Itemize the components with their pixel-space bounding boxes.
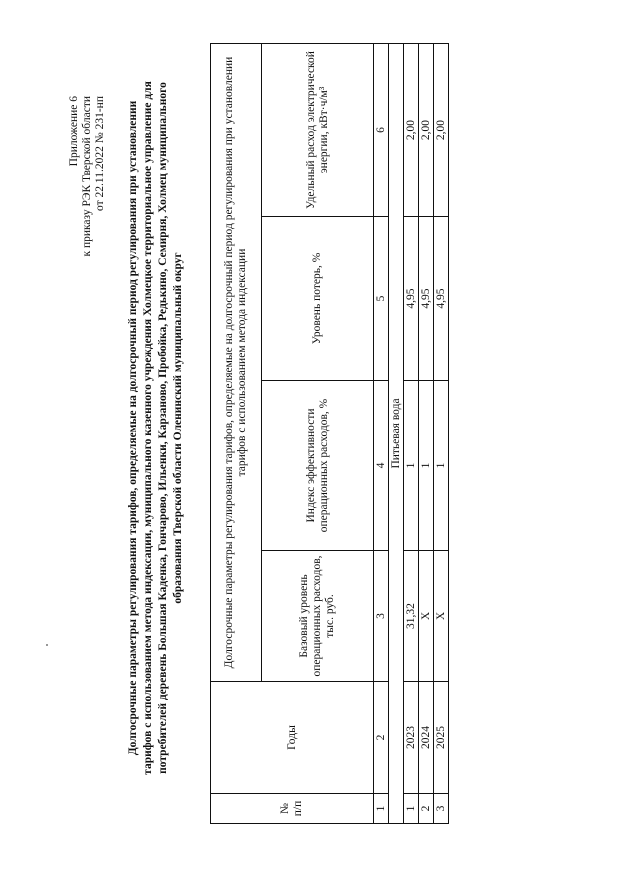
section-title: Питьевая вода [389, 43, 404, 823]
cell-efficiency: 1 [404, 381, 419, 551]
column-number: 4 [374, 381, 389, 551]
cell-efficiency: 1 [434, 381, 449, 551]
table-row [404, 43, 419, 823]
table-row [419, 43, 434, 823]
cell-num: 2 [419, 794, 434, 824]
cell-energy: 2,00 [404, 43, 419, 216]
cell-num: 1 [404, 794, 419, 824]
title-line-3: потребителей деревень Большая Каденка, Гончарово, Ильенки, Карзаново, Пробойка, Редькино, Семирня, Холмец муниципального [157, 82, 169, 774]
cell-losses: 4,95 [419, 217, 434, 381]
title-line-4: образования Тверской области Оленинский муниципальный округ [172, 252, 184, 604]
cell-year: 2024 [419, 682, 434, 794]
parameters-table [210, 43, 449, 824]
cell-base-level: Х [419, 551, 434, 682]
column-number: 6 [374, 43, 389, 216]
header-losses: Уровень потерь, % [262, 217, 374, 381]
scan-speck [46, 644, 48, 646]
header-years: Годы [211, 682, 374, 794]
title-line-2: тарифов с использованием метода индексации, муниципального казенного учреждения Холмецкое территориальное управление для [142, 81, 154, 775]
header-num: № п/п [211, 794, 374, 824]
title-line-1: Долгосрочные параметры регулирования тарифов, определяемые на долгосрочный период регулирования при установлении [127, 100, 139, 756]
cell-losses: 4,95 [434, 217, 449, 381]
section-row [389, 43, 404, 823]
column-number-row [374, 43, 389, 823]
header-energy: Удельный расход электрической энергии, кВт·ч/м³ [262, 43, 374, 216]
table-row [434, 43, 449, 823]
column-number: 2 [374, 682, 389, 794]
column-number: 5 [374, 217, 389, 381]
document-title [126, 48, 186, 808]
cell-efficiency: 1 [419, 381, 434, 551]
annex-line-3: от 22.11.2022 № 231-нп [94, 96, 106, 211]
header-group: Долгосрочные параметры регулирования тарифов, определяемые на долгосрочный период регулирования при установлении тарифов с использованием метода индексации [211, 43, 262, 681]
annex-line-1: Приложение 6 [68, 96, 80, 167]
cell-energy: 2,00 [434, 43, 449, 216]
annex-block [68, 96, 107, 296]
column-number: 3 [374, 551, 389, 682]
cell-num: 3 [434, 794, 449, 824]
column-number: 1 [374, 794, 389, 824]
cell-year: 2025 [434, 682, 449, 794]
cell-energy: 2,00 [419, 43, 434, 216]
cell-base-level: 31,32 [404, 551, 419, 682]
header-efficiency: Индекс эффективности операционных расходов, % [262, 381, 374, 551]
header-row-main [211, 43, 262, 823]
cell-year: 2023 [404, 682, 419, 794]
cell-base-level: Х [434, 551, 449, 682]
header-base-level: Базовый уровень операционных расходов, тыс. руб. [262, 551, 374, 682]
annex-line-2: к приказу РЭК Тверской области [81, 96, 93, 257]
cell-losses: 4,95 [404, 217, 419, 381]
